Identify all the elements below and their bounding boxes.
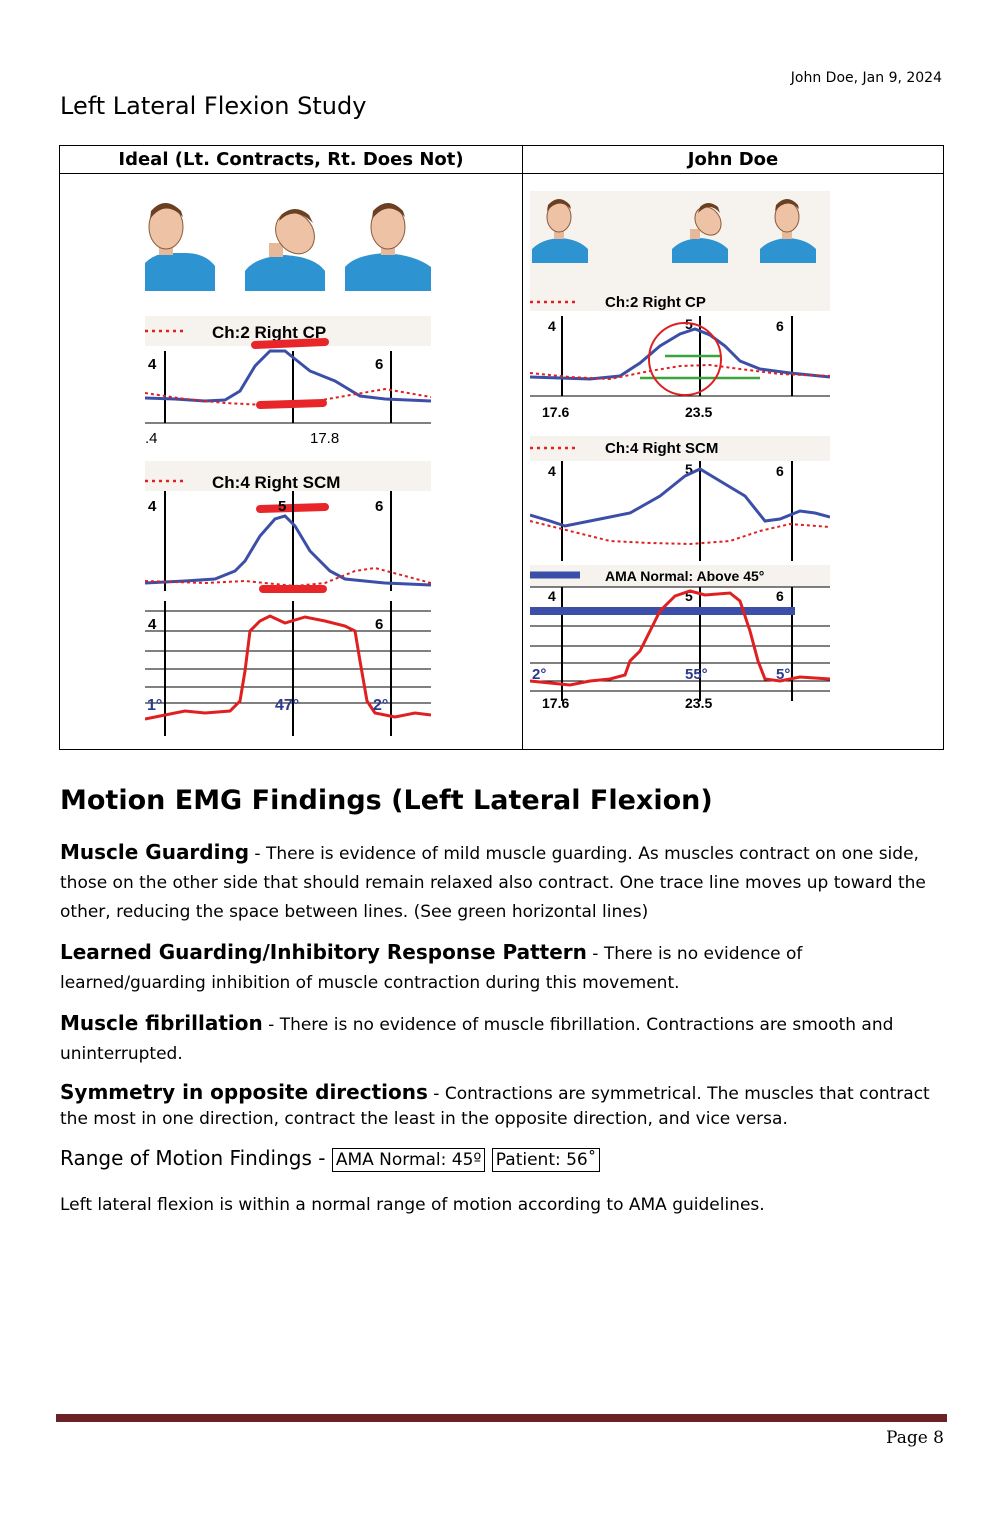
patient-ch2-label: Ch:2 Right CP: [605, 294, 706, 311]
ideal-ch2-top-marker: [255, 342, 325, 345]
finding-fibrillation-lead: Muscle fibrillation: [60, 1011, 263, 1035]
patient-ch4-tick-4: 4: [548, 463, 556, 479]
comparison-table: [59, 145, 944, 750]
patient-ch2-time-left: 17.6: [542, 404, 570, 420]
ideal-ch4-blue-trace: [145, 516, 431, 585]
ideal-ch2-blue-trace: [145, 351, 431, 401]
patient-emg-panel: [530, 191, 830, 731]
ideal-ch2-bottom-marker: [260, 403, 323, 405]
table-header-row: [60, 146, 943, 174]
finding-fibrillation-text: - There is no evidence of muscle fibrillation. Contractions are smooth and uninterrupted.: [60, 1015, 894, 1064]
finding-muscle-fibrillation: [60, 1009, 940, 1069]
finding-range-of-motion: [60, 1143, 600, 1173]
patient-ch2-blue-trace: [530, 329, 830, 379]
ideal-rom-angle-right: 2°: [373, 697, 389, 714]
ideal-rom-angle-left: 1°: [147, 697, 163, 714]
patient-rom-tick-6: 6: [776, 588, 784, 604]
ideal-ch4-tick-6: 6: [375, 498, 384, 515]
patient-rom-time-mid: 23.5: [685, 695, 713, 711]
ideal-rom-tick-6: 6: [375, 616, 384, 633]
patient-ch4-label: Ch:4 Right SCM: [605, 440, 719, 457]
finding-guarding-text: - There is evidence of mild muscle guarding. As muscles contract on one side, those on the other side that should remain relaxed also contract. One trace line moves up toward the other, reducing the space between lines. (See green horizontal lines): [60, 844, 926, 922]
page-number: Page 8: [886, 1428, 944, 1448]
ideal-ch4-label: Ch:4 Right SCM: [212, 473, 341, 492]
patient-ch4-tick-5: 5: [685, 461, 693, 477]
ideal-ch4-tick-5: 5: [278, 498, 287, 515]
patient-ch4-tick-6: 6: [776, 463, 784, 479]
patient-ch4-blue-trace: [530, 469, 830, 526]
ideal-rom-angle-mid: 47°: [275, 697, 300, 714]
study-title: Left Lateral Flexion Study: [60, 92, 367, 120]
ideal-ch2-time-mid: 17.8: [310, 430, 340, 447]
ideal-rom-tick-4: 4: [148, 616, 157, 633]
ideal-ch2-tick-4: 4: [148, 356, 157, 373]
finding-muscle-guarding: [60, 838, 940, 927]
patient-rom-angle-left: 2°: [532, 666, 547, 683]
patient-ch2-tick-5: 5: [685, 316, 693, 332]
rom-patient-box: Patient: 56˚: [492, 1148, 600, 1172]
finding-rom-dash: -: [311, 1146, 332, 1170]
header-patient: John Doe: [687, 149, 779, 170]
finding-symmetry-lead: Symmetry in opposite directions: [60, 1080, 428, 1104]
finding-guarding-lead: Muscle Guarding: [60, 840, 250, 864]
footer-bar: [56, 1414, 947, 1422]
patient-rom-tick-4: 4: [548, 588, 556, 604]
face-neutral-right-icon: [345, 203, 431, 291]
ideal-ch4-tick-4: 4: [148, 498, 157, 515]
patient-rom-time-left: 17.6: [542, 695, 570, 711]
patient-ama-label: AMA Normal: Above 45°: [605, 568, 765, 584]
finding-learned-text: - There is no evidence of learned/guarding inhibition of muscle contraction during this movement.: [60, 944, 803, 993]
finding-symmetry: [60, 1080, 940, 1132]
header-patient-date: John Doe, Jan 9, 2024: [790, 70, 942, 86]
patient-rom-angle-right: 5°: [776, 666, 791, 683]
ideal-ch2-time-left: .4: [145, 430, 158, 447]
finding-rom-lead: Range of Motion Findings: [60, 1146, 312, 1170]
rom-conclusion: Left lateral flexion is within a normal range of motion according to AMA guidelines.: [60, 1195, 765, 1215]
face-tilted-icon: [245, 205, 325, 291]
finding-symmetry-text: - Contractions are symmetrical. The muscles that contract the most in one direction, contract the least in the opposite direction, and vice versa.: [60, 1084, 930, 1129]
finding-learned-lead: Learned Guarding/Inhibitory Response Pattern: [60, 940, 587, 964]
rom-ama-normal-box: AMA Normal: 45º: [332, 1148, 486, 1172]
patient-rom-tick-5: 5: [685, 588, 693, 604]
face-neutral-icon: [145, 191, 215, 291]
finding-learned-guarding: [60, 938, 940, 998]
findings-section-title: Motion EMG Findings (Left Lateral Flexion): [60, 785, 713, 816]
header-ideal: Ideal (Lt. Contracts, Rt. Does Not): [118, 149, 464, 170]
patient-ch2-tick-4: 4: [548, 318, 556, 334]
ideal-ch2-tick-6: 6: [375, 356, 384, 373]
patient-rom-angle-mid: 55°: [685, 666, 708, 683]
patient-ch2-tick-6: 6: [776, 318, 784, 334]
ideal-ch2-label: Ch:2 Right CP: [212, 323, 327, 342]
table-column-divider: [522, 146, 523, 749]
ideal-emg-panel: [145, 191, 431, 736]
patient-ch2-time-mid: 23.5: [685, 404, 713, 420]
